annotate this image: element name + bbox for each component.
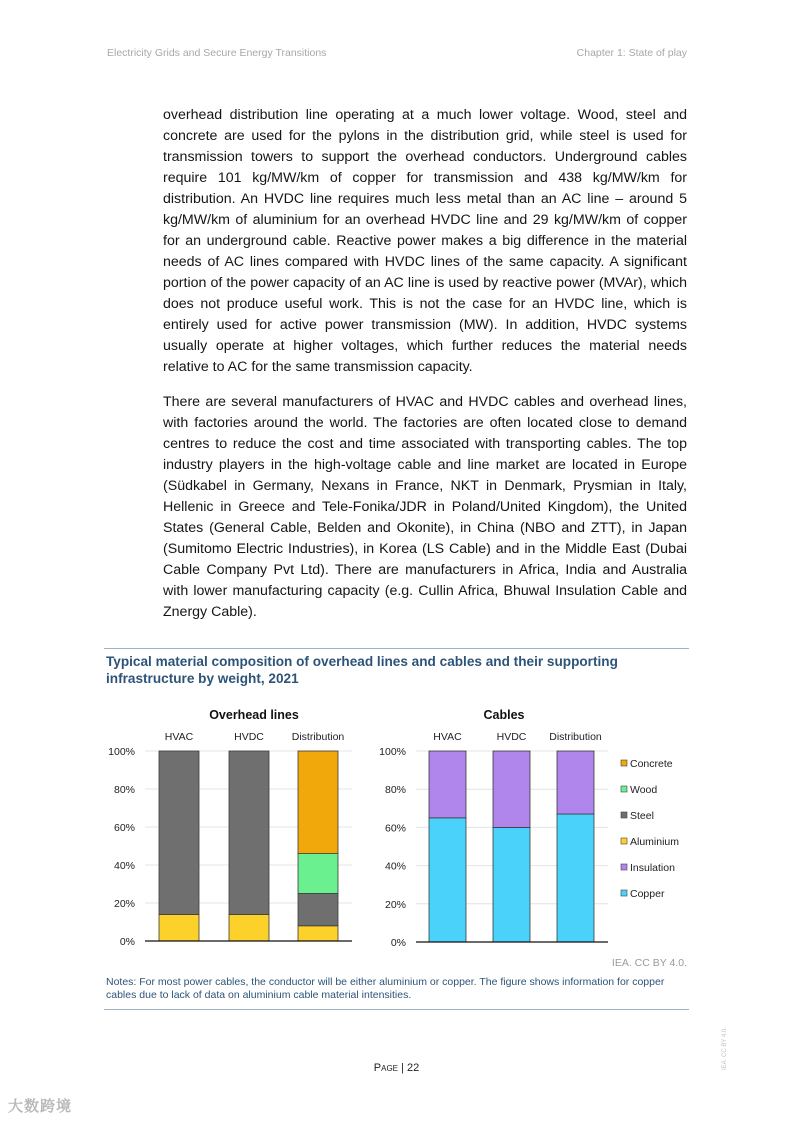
y-tick-label: 40% — [113, 860, 135, 872]
bar-segment-aluminium — [159, 914, 199, 941]
y-tick-label: 80% — [113, 784, 135, 796]
y-tick-label: 0% — [119, 936, 135, 948]
bar-segment-steel — [229, 751, 269, 914]
x-category-label: HVAC — [433, 731, 462, 743]
y-tick-label: 20% — [113, 898, 135, 910]
y-tick-label: 20% — [384, 898, 406, 911]
y-tick-label: 60% — [113, 822, 135, 834]
page-number-value: 22 — [406, 1062, 420, 1074]
legend-label: Copper — [630, 888, 665, 900]
y-tick-label: 100% — [379, 746, 406, 758]
bar-segment-copper — [557, 814, 594, 942]
legend-swatch-wood — [621, 786, 627, 792]
legend-swatch-aluminium — [621, 838, 627, 844]
bar-segment-steel — [298, 894, 338, 926]
figure-title: Typical material composition of overhead lines and cables and their supporting infrastructure by weight, 2021 — [106, 654, 618, 686]
legend-label: Insulation — [630, 862, 675, 874]
body-paragraph: overhead distribution line operating at a much lower voltage. Wood, steel and concrete are used for the pylons in the distribution grid, while steel is used for transmission towers to support the overhead conductors. Underground cables require 101 kg/MW/km of copper for transmission and 438 kg/MW/km for distribution. An HVDC line requires much less metal than an AC line – around 5 kg/MW/km of aluminium for an overhead HVDC line and 29 kg/MW/km of copper for an underground cable. Reactive power makes a big difference in the material needs of AC lines compared with HVDC lines of the same capacity. A significant portion of the power capacity of an AC line is used by reactive power (MVAr), which does not produce useful work. This is not the case for an HVDC line, which is entirely used for active power transmission (MW). In addition, HVDC systems usually operate at higher voltages, which further reduces the material needs relative to AC for the same transmission capacity. — [163, 107, 687, 375]
legend-label: Wood — [630, 784, 658, 796]
bar-segment-copper — [429, 818, 466, 942]
figure-notes: Notes: For most power cables, the conductor will be either aluminium or copper. The figure shows information for copper cables due to lack of data on aluminium cable material intensities. — [106, 976, 665, 1001]
x-category-label: HVAC — [164, 731, 194, 743]
legend-label: Aluminium — [630, 836, 680, 848]
bar-segment-aluminium — [298, 926, 338, 941]
watermark-logo: 大数跨境 — [8, 1098, 73, 1115]
bar-segment-insulation — [429, 751, 466, 818]
x-category-label: Distribution — [291, 731, 345, 743]
bar-segment-insulation — [557, 751, 594, 814]
running-header-chapter: Chapter 1: State of play — [576, 47, 687, 59]
y-tick-label: 80% — [384, 784, 406, 797]
legend-swatch-copper — [621, 890, 627, 896]
x-category-label: Distribution — [549, 731, 602, 743]
bar-segment-concrete — [298, 751, 338, 854]
legend-label: Steel — [630, 810, 654, 822]
x-category-label: HVDC — [234, 731, 264, 743]
chart-title: Overhead lines — [209, 708, 299, 722]
figure-credit: IEA. CC BY 4.0. — [611, 957, 687, 969]
chart-title: Cables — [483, 708, 525, 722]
legend-label: Concrete — [630, 758, 673, 770]
y-tick-label: 40% — [384, 860, 406, 873]
bar-segment-aluminium — [229, 914, 269, 941]
page-separator: | — [398, 1062, 407, 1074]
bar-segment-wood — [298, 854, 338, 894]
y-tick-label: 0% — [390, 937, 406, 949]
x-category-label: HVDC — [496, 731, 527, 743]
page-label: Page — [373, 1062, 398, 1074]
legend-swatch-insulation — [621, 864, 627, 870]
legend-swatch-concrete — [621, 760, 627, 766]
bar-segment-copper — [493, 827, 530, 942]
bar-segment-steel — [159, 751, 199, 914]
legend-swatch-steel — [621, 812, 627, 818]
page-number — [0, 1062, 793, 1074]
running-header-title: Electricity Grids and Secure Energy Transitions — [107, 47, 327, 59]
body-paragraph: There are several manufacturers of HVAC and HVDC cables and overhead lines, with factories around the world. The factories are often located close to demand centres to reduce the cost and time associated with transporting cables. The top industry players in the high-voltage cable and line market are located in Europe (Südkabel in Germany, Nexans in France, NKT in Denmark, Prysmian in Italy, Hellenic in Greece and Tele-Fonika/JDR in Poland/United Kingdom), the United States (General Cable, Belden and Okonite), in China (NBO and ZTT), in Japan (Sumitomo Electric Industries), in Korea (LS Cable) and in the Middle East (Dubai Cable Company Pvt Ltd). There are manufacturers in Africa, India and Australia with lower manufacturing capacity (e.g. Cullin Africa, Bhuwal Insulation Cable and Znergy Cable). — [163, 394, 687, 620]
bar-segment-insulation — [493, 751, 530, 827]
y-tick-label: 60% — [384, 822, 406, 835]
side-credit: IEA. CC BY 4.0. — [722, 1027, 728, 1070]
y-tick-label: 100% — [108, 746, 135, 758]
figure-bottom-rule — [104, 1009, 689, 1010]
